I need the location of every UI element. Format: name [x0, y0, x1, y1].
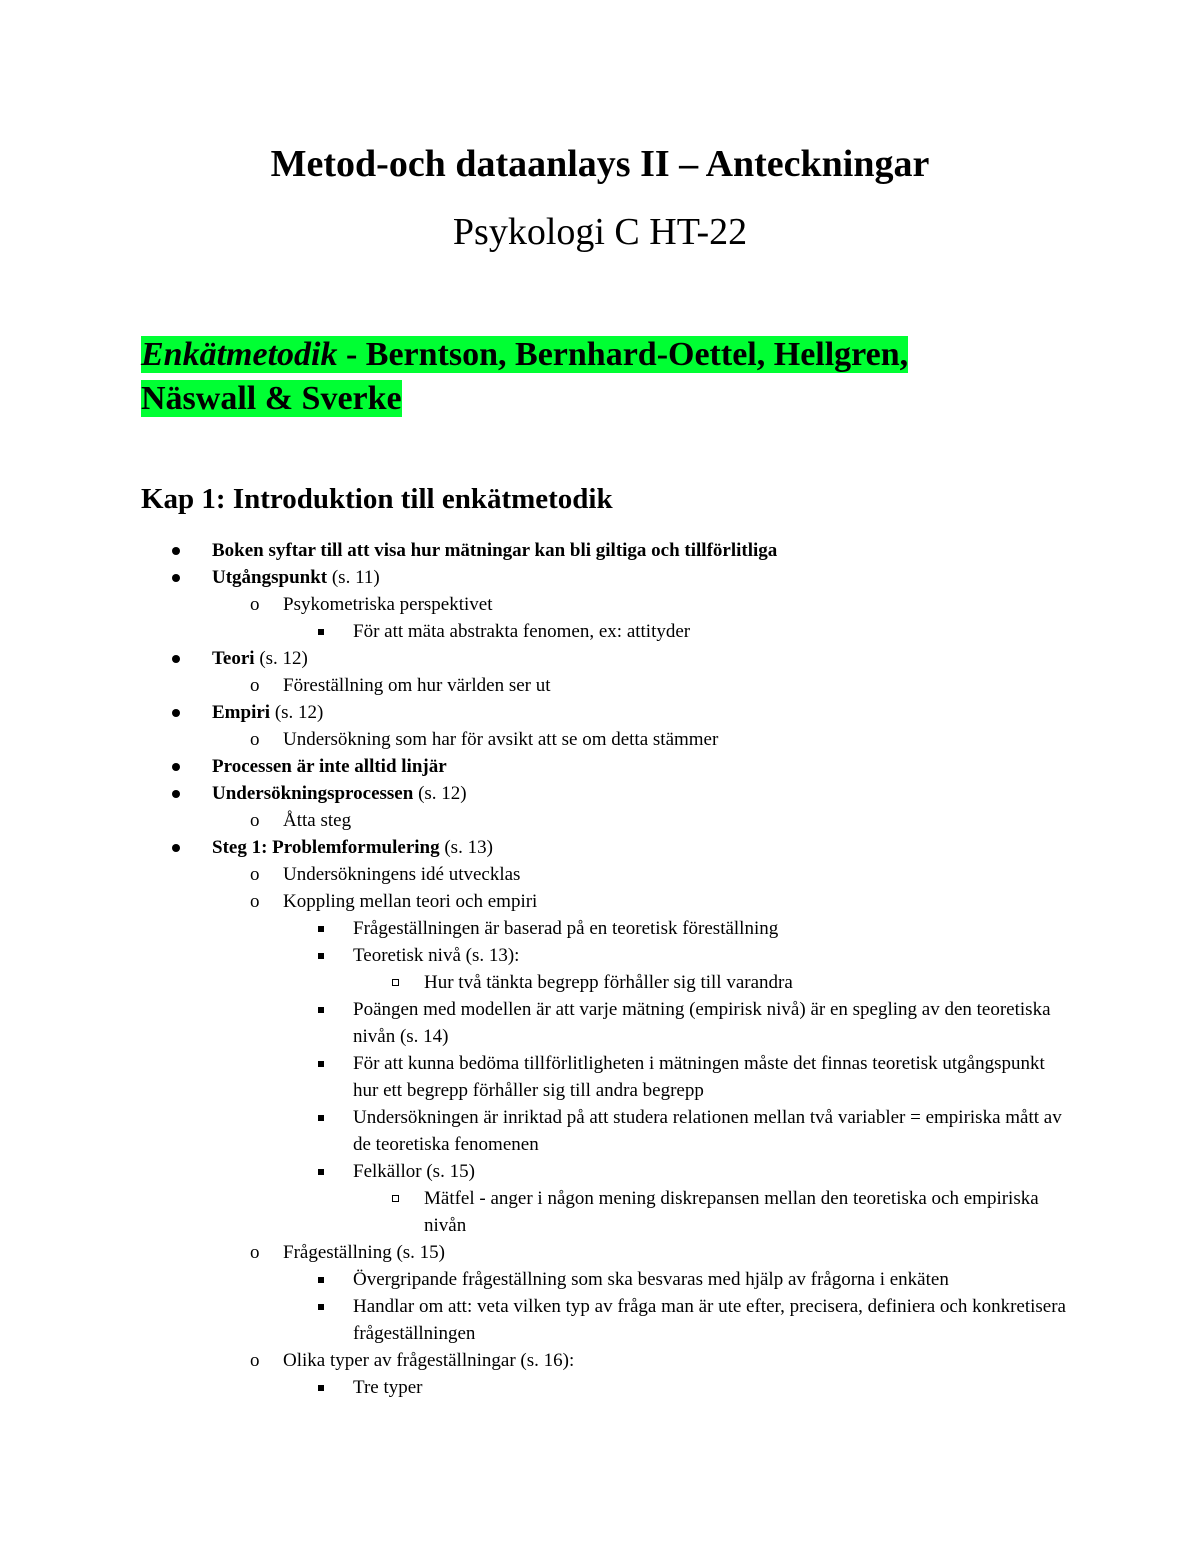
list-item: [0, 780, 1062, 807]
list-item-text: Felkällor (s. 15): [353, 1161, 475, 1182]
list-item: [0, 996, 1073, 1050]
list-item: [0, 564, 1062, 591]
list-item-text: Undersökningens idé utvecklas: [283, 864, 521, 885]
list-item-text: Undersökningen är inriktad på att studera relationen mellan två variabler = empiriska mått av de teoretiska fenomenen: [353, 1107, 1062, 1155]
list-item: o Olika typer av frågeställningar (s. 16):: [250, 1350, 575, 1371]
chapter-heading: Kap 1: Introduktion till enkätmetodik: [141, 483, 613, 515]
list-item-text: Frågeställningen är baserad på en teoretisk föreställning: [353, 918, 779, 939]
list-item-bold-text: Utgångspunkt: [212, 567, 328, 588]
list-item-bold-text: Empiri: [212, 702, 271, 723]
list-item-text: Koppling mellan teori och empiri: [283, 891, 538, 912]
list-item-text: För att mäta abstrakta fenomen, ex: attityder: [353, 621, 691, 642]
list-item: [0, 1293, 1073, 1347]
list-item: [0, 699, 1062, 726]
list-item: o Koppling mellan teori och empiri: [250, 891, 538, 912]
list-item: [0, 1185, 1064, 1239]
list-item-bold-text: Processen är inte alltid linjär: [212, 756, 447, 777]
list-item-text: Frågeställning (s. 15): [283, 1242, 446, 1263]
list-item-text: Åtta steg: [283, 810, 352, 831]
list-item-text: Teoretisk nivå (s. 13):: [353, 945, 520, 966]
list-item-text: (s. 13): [439, 837, 493, 858]
list-item-bold-text: Boken syftar till att visa hur mätningar kan bli giltiga och tillförlitliga: [212, 540, 778, 561]
list-item: [0, 1266, 1073, 1293]
list-item: [0, 942, 1073, 969]
list-item: [0, 753, 1062, 780]
list-item-bold-text: Teori: [212, 648, 255, 669]
list-item: [0, 1158, 1073, 1185]
list-item-text: Övergripande frågeställning som ska besvaras med hjälp av frågorna i enkäten: [353, 1269, 949, 1290]
document-title: Metod-och dataanlays II – Anteckningar: [270, 143, 930, 185]
list-item-text: (s. 12): [254, 648, 308, 669]
list-item: [0, 537, 1062, 564]
list-item: o Psykometriska perspektivet: [250, 594, 493, 615]
notes-list: [0, 537, 1200, 1401]
list-item: [0, 618, 1073, 645]
list-item-text: Tre typer: [353, 1377, 423, 1398]
list-item-text: Olika typer av frågeställningar (s. 16):: [283, 1350, 575, 1371]
list-item: [0, 915, 1073, 942]
list-item-text: Undersökning som har för avsikt att se om detta stämmer: [283, 729, 719, 750]
list-item: [0, 645, 1062, 672]
list-item: o Undersökningens idé utvecklas: [250, 864, 521, 885]
list-item-text: (s. 11): [327, 567, 380, 588]
list-item: [0, 1104, 1073, 1158]
list-item-text: Föreställning om hur världen ser ut: [283, 675, 551, 696]
list-item-text: För att kunna bedöma tillförlitligheten i mätningen måste det finnas teoretisk utgångspunkt hur ett begrepp förhåller sig till andra begrepp: [353, 1053, 1045, 1101]
section-heading: [141, 333, 981, 421]
list-item-text: (s. 12): [270, 702, 324, 723]
list-item: o Undersökning som har för avsikt att se om detta stämmer: [250, 729, 719, 750]
list-item-text: Poängen med modellen är att varje mätning (empirisk nivå) är en spegling av den teoretiska nivån (s. 14): [353, 999, 1051, 1047]
document-subtitle: Psykologi C HT-22: [452, 211, 748, 253]
list-item: [0, 834, 1062, 861]
list-item-text: Mätfel - anger i någon mening diskrepansen mellan den teoretiska och empiriska nivån: [424, 1188, 1039, 1236]
list-item-bold-text: Steg 1: Problemformulering: [212, 837, 440, 858]
list-item-bold-text: Undersökningsprocessen: [212, 783, 414, 804]
list-item-text: Handlar om att: veta vilken typ av fråga man är ute efter, precisera, definiera och konkretisera frågeställningen: [353, 1296, 1066, 1344]
list-item: o Åtta steg: [250, 810, 352, 831]
list-item: [0, 1374, 1073, 1401]
list-item-text: Hur två tänkta begrepp förhåller sig till varandra: [424, 972, 793, 993]
list-item: o Föreställning om hur världen ser ut: [250, 675, 551, 696]
list-item: [0, 969, 1064, 996]
list-item: [0, 1050, 1073, 1104]
section-heading-authors: - Berntson, Bernhard-Oettel, Hellgren, Näswall & Sverke: [141, 336, 909, 417]
list-item: o Frågeställning (s. 15): [250, 1242, 446, 1263]
list-item-text: (s. 12): [413, 783, 467, 804]
list-item-text: Psykometriska perspektivet: [283, 594, 493, 615]
section-heading-italic: Enkätmetodik: [141, 336, 338, 373]
